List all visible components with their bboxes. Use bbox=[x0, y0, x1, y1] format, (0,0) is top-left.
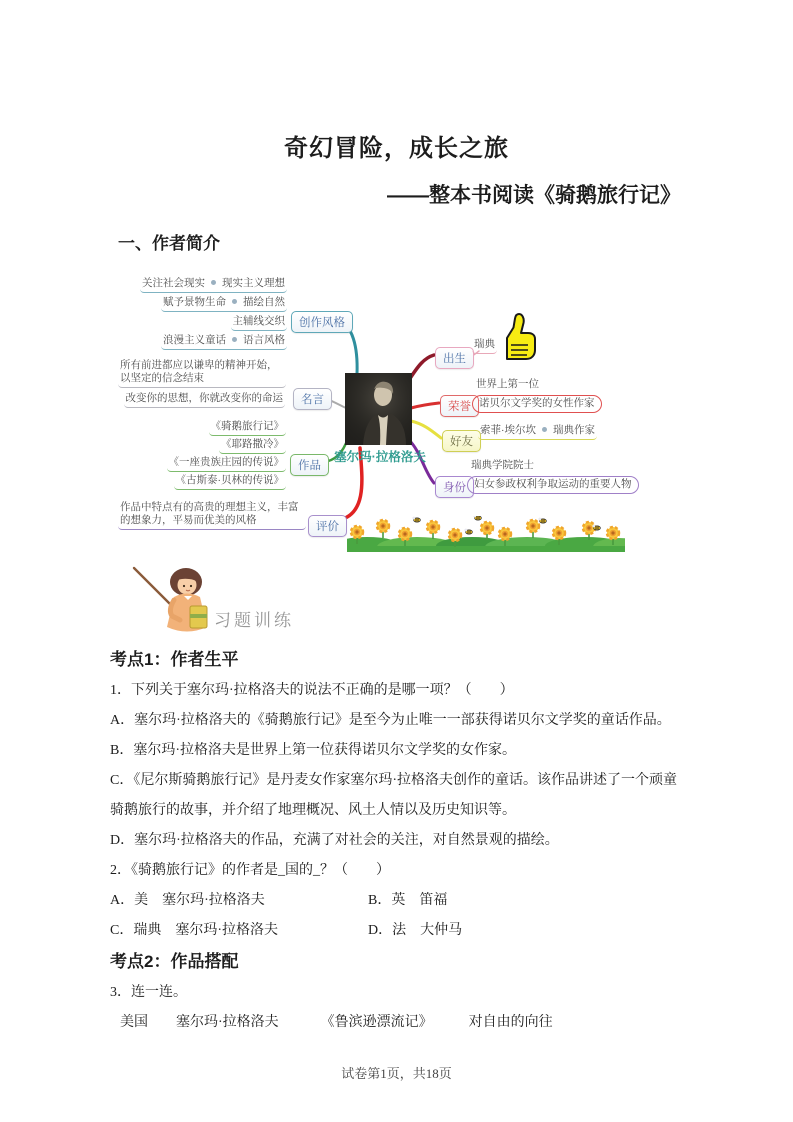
match-item-book: 《鲁滨逊漂流记》 bbox=[320, 1015, 433, 1030]
mindmap-honor-line2: 诺贝尔文学奖的女性作家 bbox=[472, 395, 602, 413]
mindmap-node-identity: 身份 bbox=[435, 476, 474, 498]
question-1-option-a: A．塞尔玛·拉格洛夫的《骑鹅旅行记》是至今为止唯一一部获得诺贝尔文学奖的童话作品。 bbox=[110, 713, 671, 728]
question-1: 1．下列关于塞尔玛·拉格洛夫的说法不正确的是哪一项？（ ） bbox=[110, 683, 514, 698]
topic-heading-2: 考点2：作品搭配 bbox=[110, 952, 239, 971]
bullet-dot-icon bbox=[232, 299, 237, 304]
mindmap-work-2: 《耶路撒冷》 bbox=[219, 438, 286, 454]
bullet-dot-icon bbox=[542, 427, 547, 432]
mindmap-node-evaluation: 评价 bbox=[308, 515, 347, 537]
question-section bbox=[110, 644, 683, 1038]
question-1-option-c: C．《尼尔斯骑鹅旅行记》是丹麦女作家塞尔玛·拉格洛夫创作的童话。该作品讲述了一个顽童骑鹅旅行的故事，并介绍了地理概况、风土人情以及历史知识等。 bbox=[110, 773, 677, 818]
mindmap-quote-2: 改变你的思想，你就改变你的命运 bbox=[124, 392, 286, 408]
topic-heading-1: 考点1：作者生平 bbox=[110, 650, 239, 669]
question-2-option-c: C．瑞典 塞尔玛·拉格洛夫 bbox=[110, 923, 278, 938]
question-2-option-b: B．英 笛福 bbox=[368, 893, 448, 908]
mindmap-work-4: 《古斯泰·贝林的传说》 bbox=[174, 474, 287, 490]
match-item-country: 美国 bbox=[120, 1015, 148, 1030]
mindmap-evaluation-text: 作品中特点有的高贵的理想主义，丰富的想象力，平易而优美的风格 bbox=[118, 501, 306, 530]
mindmap-node-quotes: 名言 bbox=[293, 388, 332, 410]
mindmap-birth-country: 瑞典 bbox=[472, 338, 497, 354]
mindmap-node-creation-style: 创作风格 bbox=[291, 311, 353, 333]
mindmap-node-friend: 好友 bbox=[442, 430, 481, 452]
mindmap-work-1: 《骑鹅旅行记》 bbox=[209, 420, 287, 436]
question-1-option-d: D．塞尔玛·拉格洛夫的作品，充满了对社会的关注，对自然景观的描绘。 bbox=[110, 833, 559, 848]
sunflower-banner-illustration bbox=[347, 516, 625, 557]
question-1-option-b: B．塞尔玛·拉格洛夫是世界上第一位获得诺贝尔文学奖的女作家。 bbox=[110, 743, 516, 758]
mindmap-work-3: 《一座贵族庄园的传说》 bbox=[167, 456, 287, 472]
exercise-banner bbox=[122, 558, 793, 644]
mindmap-identity-line1: 瑞典学院院士 bbox=[471, 459, 534, 471]
mindmap-friend-info: 索菲·埃尔坎 瑞典作家 bbox=[478, 424, 597, 440]
author-mindmap bbox=[110, 268, 683, 558]
page-footer: 试卷第1页，共18页 bbox=[341, 1066, 452, 1081]
mindmap-item-nature: 赋予景物生命 描绘自然 bbox=[161, 296, 287, 312]
section-heading-author-intro: 一、作者简介 bbox=[118, 234, 220, 253]
question-2-options bbox=[110, 886, 683, 946]
mindmap-item-plotlines: 主辅线交织 bbox=[231, 315, 288, 331]
question-2: 2．《骑鹅旅行记》的作者是_国的_？（ ） bbox=[110, 863, 390, 878]
match-item-author: 塞尔玛·拉格洛夫 bbox=[176, 1015, 279, 1030]
question-2-option-a: A．美 塞尔玛·拉格洛夫 bbox=[110, 893, 265, 908]
author-portrait-photo bbox=[345, 373, 412, 445]
match-item-theme: 对自由的向往 bbox=[468, 1015, 553, 1030]
mindmap-node-honor: 荣誉 bbox=[440, 395, 479, 417]
author-name-label: 塞尔玛·拉格洛夫 bbox=[334, 450, 426, 464]
question-3: 3．连一连。 bbox=[110, 985, 187, 1000]
page-title: 奇幻冒险，成长之旅 bbox=[284, 135, 509, 162]
bullet-dot-icon bbox=[232, 337, 237, 342]
mindmap-item-realism: 关注社会现实 现实主义理想 bbox=[140, 277, 287, 293]
bullet-dot-icon bbox=[211, 280, 216, 285]
thumbs-up-icon bbox=[504, 312, 540, 367]
mindmap-quote-1: 所有前进都应以谦卑的精神开始，以坚定的信念结束 bbox=[118, 359, 286, 388]
teacher-illustration bbox=[128, 560, 224, 645]
mindmap-item-language-style: 浪漫主义童话 语言风格 bbox=[161, 334, 287, 350]
mindmap-node-birth: 出生 bbox=[435, 347, 474, 369]
page-subtitle: ——整本书阅读《骑鹅旅行记》 bbox=[387, 184, 681, 207]
exercise-banner-label: 习题训练 bbox=[214, 611, 294, 630]
mindmap-honor-line1: 世界上第一位 bbox=[476, 378, 539, 390]
question-2-option-d: D．法 大仲马 bbox=[368, 923, 463, 938]
mindmap-identity-line2: 妇女参政权利争取运动的重要人物 bbox=[467, 476, 639, 494]
question-3-match-row bbox=[110, 1008, 683, 1038]
grass bbox=[347, 537, 625, 552]
mindmap-node-works: 作品 bbox=[290, 454, 329, 476]
